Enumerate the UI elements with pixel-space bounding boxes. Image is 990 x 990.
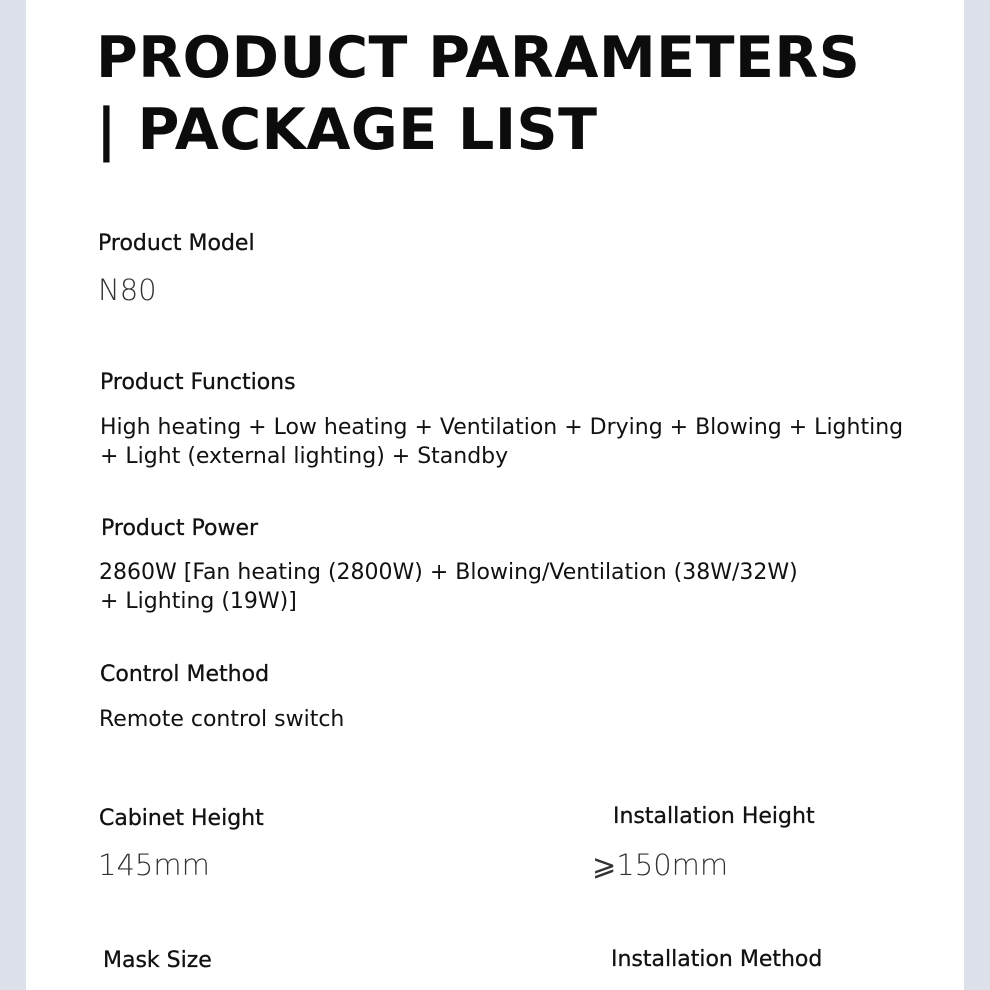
product-model-value: N80 <box>98 273 157 307</box>
product-functions-value-line-1: High heating + Low heating + Ventilation + Drying + Blowing + Lighting <box>100 415 904 440</box>
installation-height-label: Installation Height <box>613 804 815 829</box>
product-functions-label: Product Functions <box>100 370 296 395</box>
cabinet-height-value: 145mm <box>98 848 210 882</box>
product-power-label: Product Power <box>101 516 259 541</box>
installation-method-label: Installation Method <box>611 947 823 972</box>
control-method-value: Remote control switch <box>99 707 345 732</box>
product-power-value-line-2: + Lighting (19W)] <box>100 589 297 614</box>
product-model-label: Product Model <box>98 231 255 256</box>
product-power-value-line-1: 2860W [Fan heating (2800W) + Blowing/Ventilation (38W/32W) <box>99 560 798 585</box>
page-title-line-1: PRODUCT PARAMETERS <box>96 25 861 91</box>
control-method-label: Control Method <box>100 662 270 687</box>
installation-height-value: ⩾150mm <box>592 848 729 882</box>
mask-size-label: Mask Size <box>103 948 212 973</box>
product-functions-value-line-2: + Light (external lighting) + Standby <box>100 444 509 469</box>
cabinet-height-label: Cabinet Height <box>99 806 264 831</box>
spec-sheet <box>26 0 964 990</box>
page-title-line-2: | PACKAGE LIST <box>96 97 598 163</box>
